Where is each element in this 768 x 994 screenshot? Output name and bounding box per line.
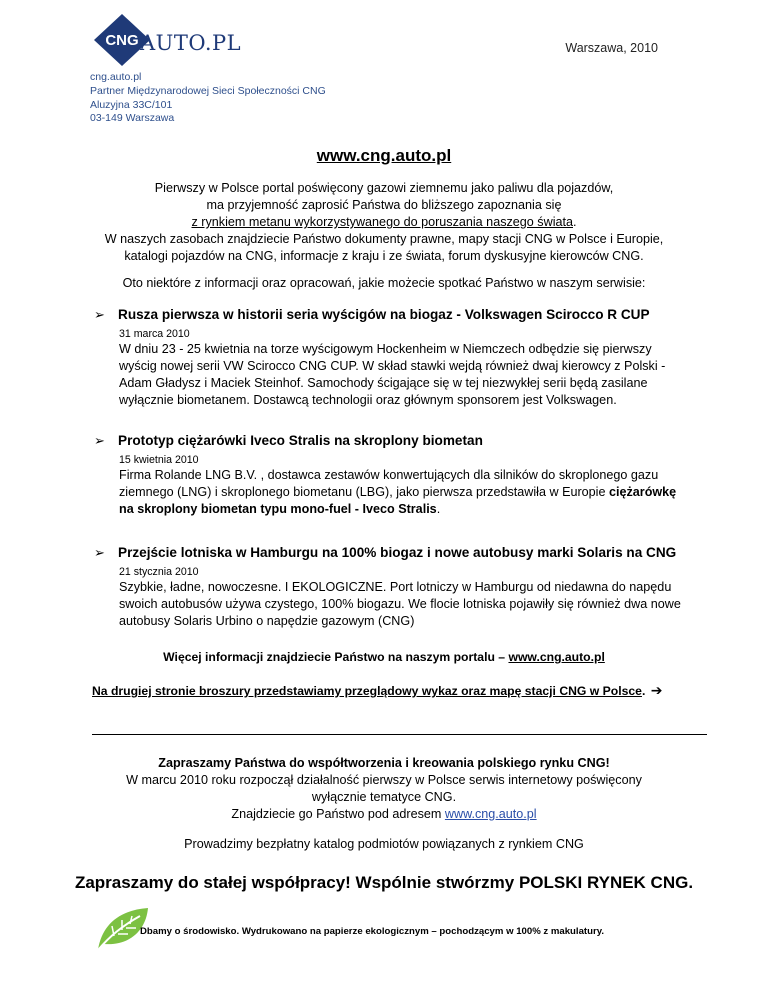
news-body-bold: ciężarówkę na skroplony biometan typu mono-fuel - Iveco Stralis	[119, 485, 677, 516]
sender-line: Aluzyjna 33C/101	[90, 98, 173, 111]
invite-heading: Zapraszamy Państwa do współtworzenia i kreowania polskiego rynku CNG!	[158, 756, 610, 770]
sender-line: 03-149 Warszawa	[90, 112, 175, 125]
invite-link[interactable]: www.cng.auto.pl	[444, 807, 537, 821]
intro-line: Pierwszy w Polsce portal poświęcony gazowi ziemnemu jako paliwu dla pojazdów,	[154, 181, 614, 195]
news-body: W dniu 23 - 25 kwietnia na torze wyścigowym Hockenheim w Niemczech odbędzie się pierwszy wyścig nowej serii VW Scirocco CNG CUP. W skład stawki wejdą również dwaj kierowcy z Polski - Adam Gładysz i Maciek Steinhof. Samochody ścigające się w tej niezwykłej serii będą zasilane wyłącznie biometanem. Dostawcą technologii oraz głównym sponsorem jest Volkswagen.	[119, 342, 666, 407]
news-item	[94, 306, 694, 409]
sender-address	[90, 71, 326, 126]
invite-line	[90, 806, 678, 823]
news-body: Szybkie, ładne, nowoczesne. I EKOLOGICZNE. Port lotniczy w Hamburgu od niedawna do napędu swoich autobusów używa czystego, 100% biogazu. We flocie lotniska pojawiły się również dwa nowe autobusy Solaris Urbino o napędzie gazowym (CNG)	[119, 580, 681, 628]
news-item	[94, 432, 694, 518]
news-body-end: .	[436, 502, 441, 516]
second-page-text: Na drugiej stronie broszury przedstawiamy przeglądowy wykaz oraz mapę stacji CNG w Polsce	[92, 684, 642, 698]
sender-line: Partner Międzynarodowej Sieci Społeczności CNG	[90, 84, 326, 97]
sender-line: cng.auto.pl	[90, 71, 142, 83]
news-body-text: Firma Rolande LNG B.V. , dostawca zestawów konwertujących dla silników do skroplonego gazu ziemnego (LNG) i skroplonego biometanu (LBG), jako pierwsza przedstawiła w Europie	[119, 468, 659, 499]
arrow-bullet-icon: ➢	[94, 307, 105, 322]
city-date: Warszawa, 2010	[565, 41, 658, 55]
invite-line: wyłącznie tematyce CNG.	[311, 790, 457, 804]
news-title	[94, 306, 694, 324]
news-title-text: Przejście lotniska w Hamburgu na 100% biogaz i nowe autobusy marki Solaris na CNG	[118, 545, 677, 560]
news-date: 31 marca 2010	[119, 328, 190, 340]
intro-paragraph	[70, 180, 698, 265]
arrow-bullet-icon: ➢	[94, 545, 105, 560]
lead-sentence: Oto niektóre z informacji oraz opracowań, jakie możecie spotkać Państwo w naszym serwisie:	[122, 276, 646, 290]
more-info	[0, 650, 768, 664]
intro-line: katalogi pojazdów na CNG, informacje z kraju i ze świata, forum dyskusyjne kierowców CNG.	[124, 249, 644, 263]
second-page-note	[92, 682, 662, 699]
slogan: Zapraszamy do stałej współpracy! Wspólnie stwórzmy POLSKI RYNEK CNG.	[74, 873, 694, 892]
news-title	[94, 432, 694, 450]
eco-note: Dbamy o środowisko. Wydrukowano na papierze ekologicznym – pochodzącym w 100% z makulatury.	[140, 926, 604, 937]
more-info-link[interactable]: www.cng.auto.pl	[508, 650, 605, 664]
intro-line: W naszych zasobach znajdziecie Państwo dokumenty prawne, mapy stacji CNG w Polsce i Europie,	[104, 232, 664, 246]
invite-section	[90, 755, 678, 823]
news-body	[119, 467, 689, 518]
news-title-text: Rusza pierwsza w historii seria wyścigów na biogaz - Volkswagen Scirocco R CUP	[118, 307, 650, 322]
more-info-text: Więcej informacji znajdziecie Państwo na naszym portalu –	[163, 650, 509, 664]
intro-line	[70, 214, 698, 231]
arrow-bullet-icon: ➢	[94, 433, 105, 448]
news-title-text: Prototyp ciężarówki Iveco Stralis na skroplony biometan	[118, 433, 483, 448]
arrow-right-icon: ➔	[650, 682, 663, 698]
title-link[interactable]: www.cng.auto.pl	[316, 146, 452, 165]
catalog-note: Prowadzimy bezpłatny katalog podmiotów powiązanych z rynkiem CNG	[184, 837, 584, 851]
invite-text: Znajdziecie go Państwo pod adresem	[231, 807, 445, 821]
news-date: 21 stycznia 2010	[119, 566, 199, 578]
news-title	[94, 544, 694, 562]
news-item	[94, 544, 694, 630]
intro-period: .	[573, 215, 577, 229]
logo-text: AUTO.PL	[140, 31, 242, 55]
second-page-period: .	[641, 684, 646, 698]
invite-line: W marcu 2010 roku rozpoczął działalność pierwszy w Polsce serwis internetowy poświęcony	[126, 773, 642, 787]
news-date: 15 kwietnia 2010	[119, 454, 199, 466]
intro-line: ma przyjemność zaprosić Państwa do bliższego zapoznania się	[206, 198, 562, 212]
intro-underlined: z rynkiem metanu wykorzystywanego do poruszania naszego świata	[191, 215, 573, 229]
logo-badge-text: CNG	[105, 32, 139, 49]
horizontal-divider	[92, 734, 707, 735]
page-title	[0, 146, 768, 166]
